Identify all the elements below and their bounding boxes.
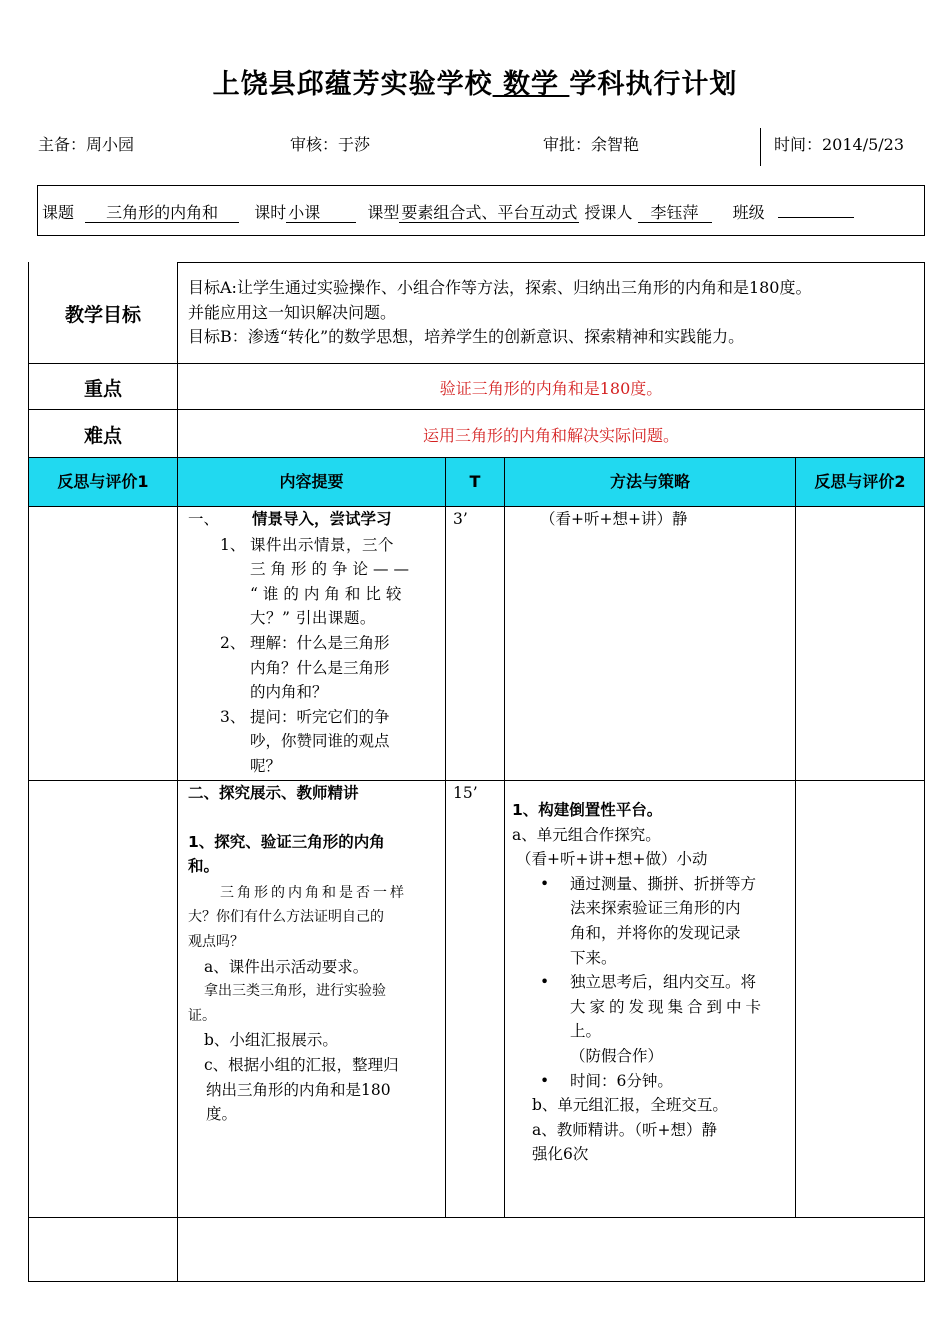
step-a-detail: 拿出三类三角形，进行实验验 — [204, 983, 386, 1000]
objectives-label: 教学目标 — [64, 304, 141, 326]
objective-a-line: 目标A:让学生通过实验操作、小组合作等方法，探索、归纳出三角形的内角和是180度。 — [188, 278, 812, 297]
topic-label: 课题 — [42, 203, 75, 222]
bullet-icon: • — [540, 973, 550, 992]
page-title — [0, 62, 950, 101]
teacher-value: 李钰萍 — [638, 204, 712, 223]
topic-value: 三角形的内角和 — [85, 204, 239, 223]
row-line-1 — [28, 363, 924, 364]
item-line: 三角形的争论—— — [250, 560, 415, 579]
table-col-divider-1 — [177, 262, 178, 1282]
method-heading: 1、构建倒置性平台。 — [512, 801, 663, 819]
method-step-b: b、单元组汇报，全班交互。 — [532, 1096, 728, 1115]
reviewer-label: 审核：于莎 — [290, 135, 371, 154]
item-number: 3、 — [220, 707, 246, 726]
item-number: 1、 — [220, 535, 246, 554]
approver-label: 审批：余智艳 — [543, 135, 640, 154]
objective-b-line: 目标B：渗透“转化”的数学思想，培养学生的创新意识、探索精神和实践能力。 — [188, 327, 745, 347]
period-label: 课时 — [254, 203, 287, 222]
method-step-a: a、单元组合作探究。 — [512, 825, 661, 844]
step-c: c、根据小组的汇报，整理归 — [204, 1055, 399, 1074]
section2-time: 15’ — [453, 784, 478, 802]
section1-heading-text: 情景导入，尝试学习 — [251, 510, 392, 528]
section1-item-1 — [188, 533, 440, 631]
section1-time: 3’ — [453, 510, 468, 528]
item-number: 2、 — [220, 633, 246, 652]
method-bullet-3 — [512, 1069, 792, 1094]
step-c-cont: 纳出三角形的内角和是180 — [206, 1080, 391, 1099]
item-line: 大？” 引出课题。 — [250, 609, 376, 628]
bullet-icon: • — [540, 874, 550, 893]
item-line: 呢？ — [250, 756, 282, 775]
step-a: a、课件出示活动要求。 — [204, 957, 369, 976]
bullet-line: 下来。 — [570, 948, 617, 967]
section1-item-3 — [188, 705, 440, 779]
date-label: 时间：2014/5/23 — [774, 135, 905, 154]
item-line: “谁的内角和比较 — [250, 584, 407, 603]
method-bullet-2 — [512, 970, 792, 1068]
key-point-text: 验证三角形的内角和是180度。 — [439, 379, 663, 398]
method-bullet-1 — [512, 872, 792, 970]
row-line-2 — [28, 409, 924, 410]
step-a-detail-cont: 证。 — [188, 1007, 216, 1024]
bullet-line: 角和，并将你的发现记录 — [570, 923, 741, 942]
period-value: 小课 — [286, 204, 356, 223]
method-mode: （看+听+讲+想+做）小动 — [516, 850, 708, 869]
bullet-line: 法来探索验证三角形的内 — [570, 899, 741, 918]
teacher-label: 授课人 — [584, 203, 633, 222]
header-content-summary: 内容提要 — [178, 458, 445, 506]
bullet-line: 独立思考后，组内交互。将 — [570, 973, 757, 992]
table-col-divider-2 — [445, 457, 446, 1217]
header-time: T — [446, 458, 504, 506]
lesson-info-row — [42, 200, 854, 223]
class-value — [778, 217, 854, 218]
row-line-4 — [28, 506, 924, 507]
step-b: b、小组汇报展示。 — [204, 1031, 338, 1050]
objective-a-continuation: 并能应用这一知识解决问题。 — [188, 302, 397, 322]
section2-heading: 二、探究展示、教师精讲 — [188, 784, 359, 802]
method-step-d: 强化6次 — [532, 1145, 589, 1164]
section1-content — [188, 507, 440, 779]
header-method-strategy: 方法与策略 — [505, 458, 795, 506]
bullet-line: 时间：6分钟。 — [570, 1071, 673, 1090]
table-top-line — [177, 262, 924, 263]
bullet-line: （防假合作） — [570, 1046, 664, 1065]
item-line: 内角？什么是三角形 — [250, 658, 390, 677]
key-point-label: 重点 — [83, 378, 122, 400]
bullet-line: 通过测量、撕拼、折拼等方 — [570, 874, 757, 893]
table-col-divider-3 — [504, 457, 505, 1217]
section1-item-2 — [188, 631, 440, 705]
bullet-line: 上。 — [570, 1022, 602, 1041]
bullet-icon: • — [540, 1071, 550, 1090]
item-line: 吵，你赞同谁的观点 — [250, 732, 390, 751]
preparer-label: 主备：周小园 — [38, 135, 135, 154]
section2-method — [512, 798, 792, 1167]
section2-subheading: 1、探究、验证三角形的内角 — [188, 832, 385, 851]
lesson-info-box — [37, 185, 925, 236]
title-suffix: 学科执行计划 — [569, 69, 738, 100]
section1-heading — [188, 507, 440, 532]
title-school: 上饶县邱蕴芳实验学校 — [212, 69, 493, 100]
bullet-line: 大家的发现集合到中卡 — [570, 997, 766, 1016]
table-border-right — [924, 262, 925, 1282]
header-reflection-1: 反思与评价1 — [29, 458, 177, 506]
question-line: 大？你们有什么方法证明自己的 — [188, 909, 384, 926]
difficulty-label: 难点 — [83, 425, 122, 447]
type-label: 课型 — [367, 203, 400, 222]
class-label: 班级 — [732, 203, 765, 222]
meta-divider — [760, 128, 761, 166]
table-border-left — [28, 262, 29, 1282]
type-value: 要素组合式、平台互动式 — [401, 203, 578, 222]
step-c-cont: 度。 — [206, 1105, 238, 1124]
table-col-divider-4 — [795, 457, 796, 1217]
difficulty-text: 运用三角形的内角和解决实际问题。 — [422, 426, 679, 445]
section2-subheading-cont: 和。 — [188, 857, 220, 876]
question-line: 观点吗？ — [188, 933, 244, 950]
method-step-c: a、教师精讲。（听+想）静 — [532, 1120, 717, 1139]
section2-content — [188, 781, 440, 1127]
item-line: 理解：什么是三角形 — [250, 633, 390, 652]
section1-heading-num: 一、 — [188, 510, 220, 528]
section1-method: （看+听+想+讲）静 — [540, 510, 688, 528]
item-line: 课件出示情景，三个 — [250, 535, 395, 554]
row-line-6 — [28, 1217, 924, 1218]
question-line: 三角形的内角和是否一样 — [220, 884, 407, 901]
title-subject: 数学 — [492, 69, 570, 100]
item-line: 的内角和？ — [250, 683, 328, 702]
header-reflection-2: 反思与评价2 — [796, 458, 924, 506]
table-bottom-line — [28, 1281, 924, 1282]
objectives-text — [188, 276, 924, 350]
item-line: 提问：听完它们的争 — [250, 707, 390, 726]
